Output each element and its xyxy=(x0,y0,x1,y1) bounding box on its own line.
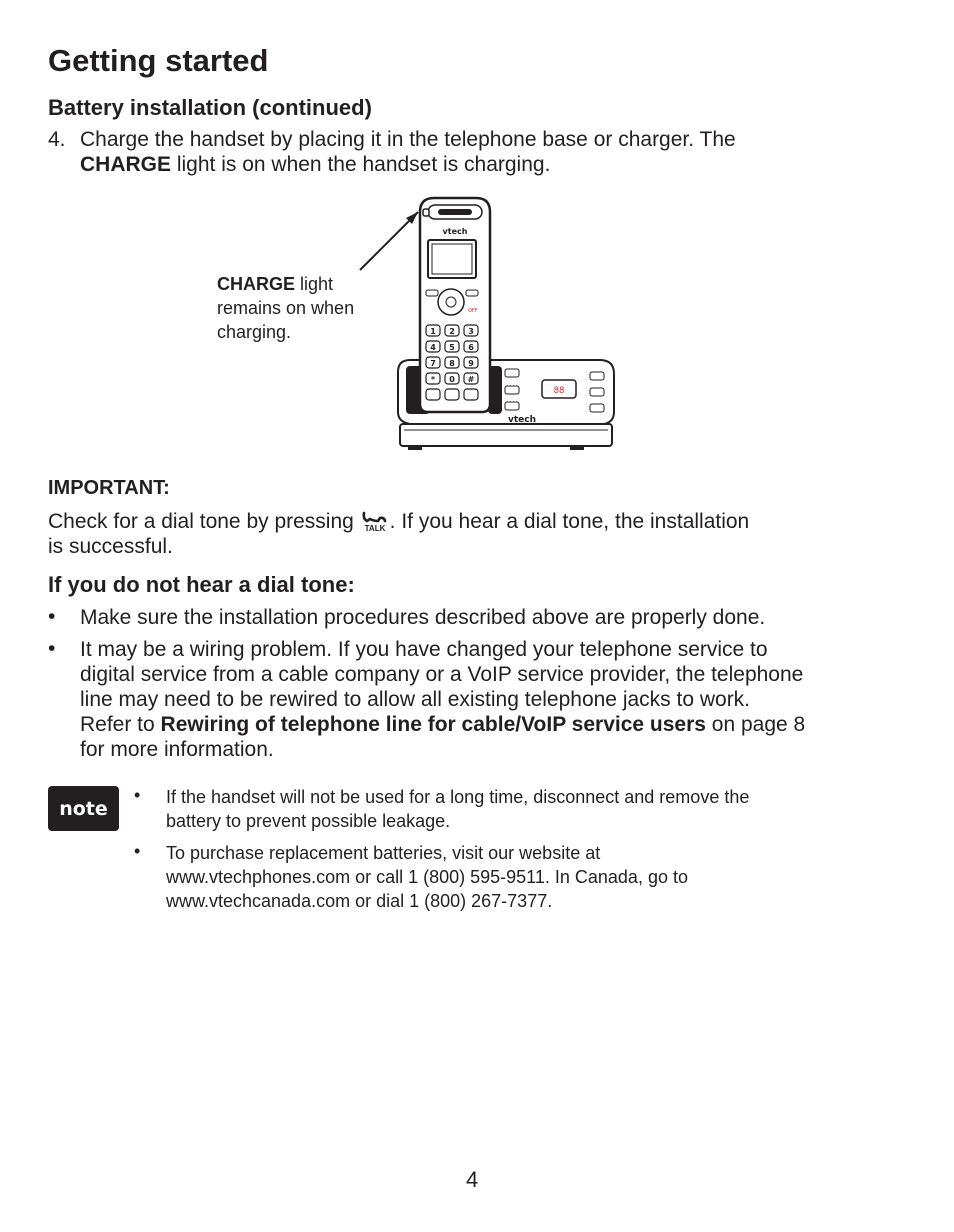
bullet-marker: • xyxy=(48,605,56,628)
bullet-2-line-1: It may be a wiring problem. If you have changed your telephone service to xyxy=(80,638,768,661)
svg-text:OFF: OFF xyxy=(468,308,478,314)
svg-text:3: 3 xyxy=(468,327,474,336)
important-label: IMPORTANT: xyxy=(48,477,170,499)
note-2-line-3: www.vtechcanada.com or dial 1 (800) 267-7377. xyxy=(166,891,553,911)
svg-text:8: 8 xyxy=(449,359,455,368)
svg-text:2: 2 xyxy=(449,327,455,336)
note-1-line-1: If the handset will not be used for a long time, disconnect and remove the xyxy=(166,787,750,807)
caption-line-3: charging. xyxy=(217,322,292,342)
step-text-a: Charge the handset by placing it in the telephone base or charger. The xyxy=(80,128,736,151)
caption-line-2: remains on when xyxy=(217,298,355,318)
important-text xyxy=(48,509,908,559)
note-2-line-1: To purchase replacement batteries, visit our website at xyxy=(166,843,601,863)
subsection-title: If you do not hear a dial tone: xyxy=(48,572,355,597)
note-item-2 xyxy=(166,841,886,913)
section-title: Battery installation (continued) xyxy=(48,95,372,120)
handset-brand: vtech xyxy=(442,227,468,236)
talk-icon-label: TALK xyxy=(364,524,386,532)
step-bold: CHARGE xyxy=(80,153,172,176)
note-bullet-marker: • xyxy=(134,785,141,805)
svg-text:5: 5 xyxy=(449,343,455,352)
phone-illustration xyxy=(350,192,630,457)
bullet-2-after: on page 8 xyxy=(705,713,806,736)
step-text-b: light is on when the handset is charging. xyxy=(171,153,551,176)
talk-icon xyxy=(360,510,390,532)
cross-reference: Rewiring of telephone line for cable/VoIP service users xyxy=(160,713,706,736)
note-item-1 xyxy=(166,785,886,833)
page-title: Getting started xyxy=(48,43,269,78)
step-text xyxy=(80,127,910,177)
important-text-a: Check for a dial tone by pressing xyxy=(48,510,360,533)
handset xyxy=(420,198,490,412)
caption-rest: light xyxy=(295,274,334,294)
svg-text:0: 0 xyxy=(449,375,455,384)
bullet-2-last: for more information. xyxy=(80,738,274,761)
note-bullet-marker: • xyxy=(134,841,141,861)
important-text-b: . If you hear a dial tone, the installation xyxy=(389,510,750,533)
svg-text:7: 7 xyxy=(430,359,436,368)
bullet-marker: • xyxy=(48,637,56,660)
caption-bold: CHARGE xyxy=(217,274,296,294)
svg-text:1: 1 xyxy=(430,327,436,336)
bullet-2-refer: Refer to xyxy=(80,713,161,736)
svg-text:#: # xyxy=(467,375,475,384)
page-number: 4 xyxy=(466,1167,479,1192)
note-2-line-2: www.vtechphones.com or call 1 (800) 595-9511. In Canada, go to xyxy=(166,867,688,887)
note-1-line-2: battery to prevent possible leakage. xyxy=(166,811,451,831)
svg-text:4: 4 xyxy=(430,343,436,352)
important-text-c: is successful. xyxy=(48,535,173,558)
charge-light xyxy=(423,209,429,216)
step-number: 4. xyxy=(48,128,66,151)
bullet-item-2 xyxy=(80,637,920,762)
svg-text:*: * xyxy=(430,375,436,384)
svg-text:6: 6 xyxy=(468,343,474,352)
base-brand: vtech xyxy=(508,415,537,425)
bullet-2-line-2: digital service from a cable company or a VoIP service provider, the telephone xyxy=(80,663,804,686)
svg-text:9: 9 xyxy=(468,359,474,368)
bullet-2-line-3: line may need to be rewired to allow all existing telephone jacks to work. xyxy=(80,688,751,711)
svg-text:88: 88 xyxy=(553,386,565,396)
note-badge: note xyxy=(48,786,119,831)
bullet-item-1: Make sure the installation procedures described above are properly done. xyxy=(80,606,766,629)
